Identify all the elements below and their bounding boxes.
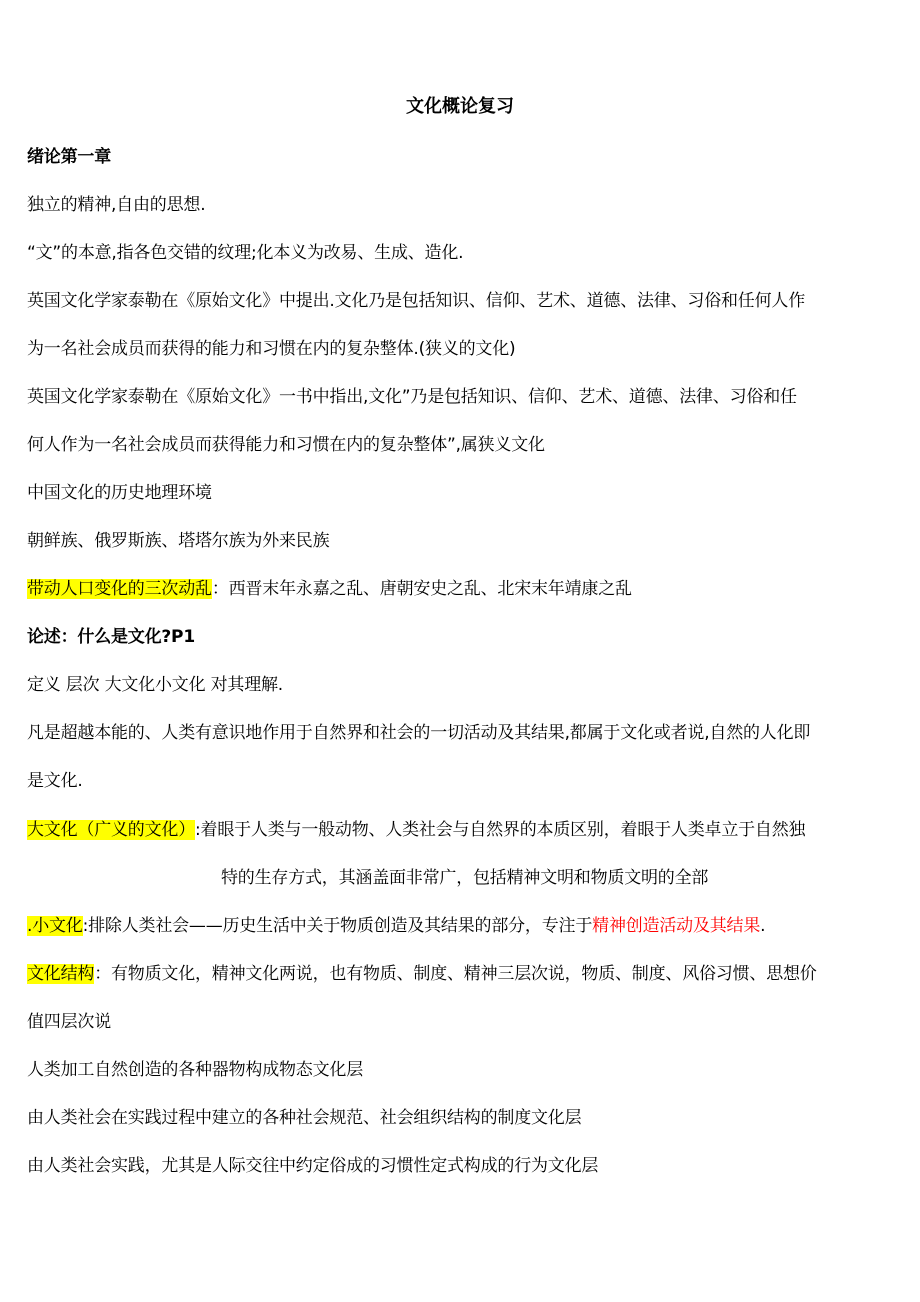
- paragraph: [27, 914, 765, 938]
- document-title: 文化概论复习: [406, 96, 514, 117]
- paragraph: [27, 962, 817, 986]
- paragraph: [27, 577, 632, 601]
- section-heading: 论述：什么是文化?P1: [27, 627, 195, 647]
- paragraph: 何人作为一名社会成员而获得能力和习惯在内的复杂整体”,属狭义文化: [27, 435, 545, 455]
- highlighted-term: .小文化: [27, 916, 83, 936]
- paragraph: 是文化.: [27, 771, 83, 791]
- paragraph: “文”的本意,指各色交错的纹理;化本义为改易、生成、造化.: [27, 243, 464, 263]
- paragraph: 为一名社会成员而获得的能力和习惯在内的复杂整体.(狭义的文化): [27, 339, 516, 359]
- highlighted-term: 带动人口变化的三次动乱: [27, 579, 212, 599]
- paragraph: 英国文化学家泰勒在《原始文化》中提出.文化乃是包括知识、信仰、艺术、道德、法律、习俗和任何人作: [27, 291, 806, 311]
- highlighted-term: 文化结构: [27, 964, 95, 984]
- paragraph: 值四层次说: [27, 1012, 111, 1032]
- paragraph-text: :着眼于人类与一般动物、人类社会与自然界的本质区别，着眼于人类卓立于自然独: [195, 820, 806, 840]
- chapter-heading: 绪论第一章: [27, 147, 111, 167]
- paragraph: 人类加工自然创造的各种器物构成物态文化层: [27, 1060, 363, 1080]
- paragraph: 由人类社会实践，尤其是人际交往中约定俗成的习惯性定式构成的行为文化层: [27, 1156, 599, 1176]
- paragraph-text: ：西晋末年永嘉之乱、唐朝安史之乱、北宋末年靖康之乱: [211, 579, 632, 599]
- paragraph-text: ：有物质文化，精神文化两说，也有物质、制度、精神三层次说，物质、制度、风俗习惯、思想价: [94, 964, 817, 984]
- paragraph: 凡是超越本能的、人类有意识地作用于自然界和社会的一切活动及其结果,都属于文化或者说,自然的人化即: [27, 723, 811, 743]
- emphasized-text: 精神创造活动及其结果: [592, 916, 761, 936]
- paragraph: [27, 818, 805, 842]
- paragraph: 朝鲜族、俄罗斯族、塔塔尔族为外来民族: [27, 531, 330, 551]
- paragraph: 由人类社会在实践过程中建立的各种社会规范、社会组织结构的制度文化层: [27, 1108, 582, 1128]
- paragraph: 独立的精神,自由的思想.: [27, 195, 206, 215]
- paragraph: 中国文化的历史地理环境: [27, 483, 212, 503]
- paragraph: 定义 层次 大文化小文化 对其理解.: [27, 675, 284, 695]
- paragraph-text: .: [760, 916, 766, 936]
- paragraph-continuation: 特的生存方式，其涵盖面非常广，包括精神文明和物质文明的全部: [221, 868, 709, 888]
- paragraph-text: :排除人类社会——历史生活中关于物质创造及其结果的部分，专注于: [82, 916, 593, 936]
- paragraph: 英国文化学家泰勒在《原始文化》一书中指出,文化”乃是包括知识、信仰、艺术、道德、法律、习俗和任: [27, 387, 797, 407]
- highlighted-term: 大文化（广义的文化）: [27, 820, 195, 840]
